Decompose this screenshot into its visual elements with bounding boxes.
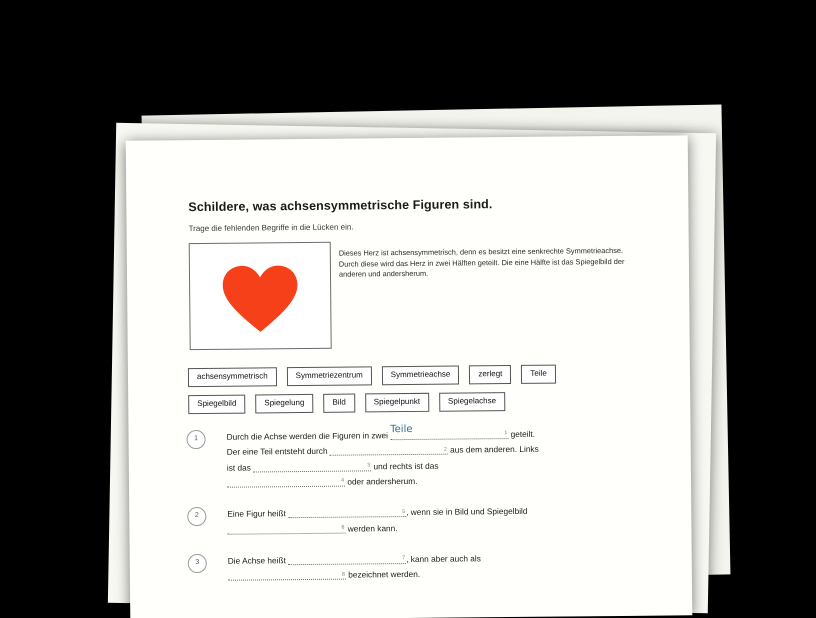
word-chip-spiegelachse[interactable]: Spiegelachse (439, 392, 505, 412)
answer-text: Teile (390, 423, 413, 435)
page-subtitle: Trage die fehlenden Begriffe in die Lücken ein. (188, 222, 354, 234)
task-number: 2 (187, 507, 206, 526)
task-text: , wenn sie in Bild und Spiegelbild (406, 506, 528, 518)
task-text: Durch die Achse werden die Figuren in zwei (226, 430, 391, 442)
blank-marker: 5 (402, 508, 406, 515)
answer-blank[interactable] (227, 521, 345, 534)
worksheet-page[interactable] (126, 135, 693, 618)
word-chip-achsensymmetrisch[interactable]: achsensymmetrisch (188, 367, 277, 387)
figure-box (189, 242, 332, 350)
blank-marker: 4 (341, 478, 345, 485)
word-chip-symmetrieachse[interactable]: Symmetrieachse (382, 366, 460, 386)
task-text: ist das (226, 462, 254, 473)
task-number: 1 (186, 430, 205, 449)
answer-blank[interactable] (288, 552, 406, 565)
task-line (227, 472, 657, 491)
word-chip-zerlegt[interactable]: zerlegt (469, 365, 511, 384)
task-number: 3 (188, 554, 207, 573)
word-chip-spiegelbild[interactable]: Spiegelbild (188, 395, 245, 415)
word-chip-spiegelpunkt[interactable]: Spiegelpunkt (365, 393, 429, 413)
task-text: bezeichnet werden. (345, 569, 421, 581)
blank-marker: 8 (341, 571, 345, 578)
word-bank (188, 364, 638, 422)
task-item (188, 550, 658, 585)
task-item (186, 423, 657, 492)
word-chip-spiegelung[interactable]: Spiegelung (255, 394, 313, 414)
task-text: aus dem anderen. Links (447, 444, 539, 455)
task-text: Eine Figur heißt (227, 508, 289, 520)
answer-blank[interactable] (227, 475, 345, 488)
blank-marker: 1 (504, 430, 508, 437)
figure-caption (339, 246, 629, 281)
answer-blank[interactable] (288, 505, 406, 518)
blank-marker: 2 (443, 446, 447, 453)
task-line (228, 565, 658, 584)
word-bank-row-2 (188, 391, 638, 414)
page-title: Schildere, was achsensymmetrische Figuren sind. (188, 197, 493, 215)
answer-blank[interactable] (253, 459, 371, 472)
task-list (186, 423, 658, 601)
word-chip-teile[interactable]: Teile (521, 365, 556, 384)
task-text: Die Achse heißt (227, 555, 289, 566)
word-chip-symmetriezentrum[interactable]: Symmetriezentrum (287, 366, 372, 386)
figure-caption-line-1: Dieses Herz ist achsensymmetrisch, denn es besitzt eine senkrechte Symmetrieachse. (338, 245, 624, 258)
heart-icon (221, 263, 300, 334)
task-text: , kann aber auch als (406, 553, 481, 565)
task-text: Der eine Teil entsteht durch (226, 446, 330, 458)
blank-marker: 6 (341, 524, 345, 531)
figure-caption-line-2: Durch diese wird das Herz in zwei Hälften geteilt. Die eine Hälfte ist das Spiegelbild der anderen und andersherum. (338, 256, 625, 280)
task-line (227, 518, 657, 537)
word-bank-row-1 (188, 364, 638, 387)
blank-marker: 3 (367, 462, 371, 469)
word-chip-bild[interactable]: Bild (323, 394, 355, 413)
answer-blank[interactable] (330, 443, 448, 456)
blank-marker: 7 (402, 555, 406, 562)
task-item (187, 503, 657, 538)
task-text: und rechts ist das (371, 460, 439, 472)
task-text: geteilt. (508, 428, 536, 440)
task-text: oder andersherum. (344, 475, 418, 487)
worksheet-content (126, 135, 693, 618)
task-text: werden kann. (345, 522, 398, 534)
answer-blank-filled[interactable] (390, 423, 508, 440)
answer-blank[interactable] (228, 568, 346, 581)
